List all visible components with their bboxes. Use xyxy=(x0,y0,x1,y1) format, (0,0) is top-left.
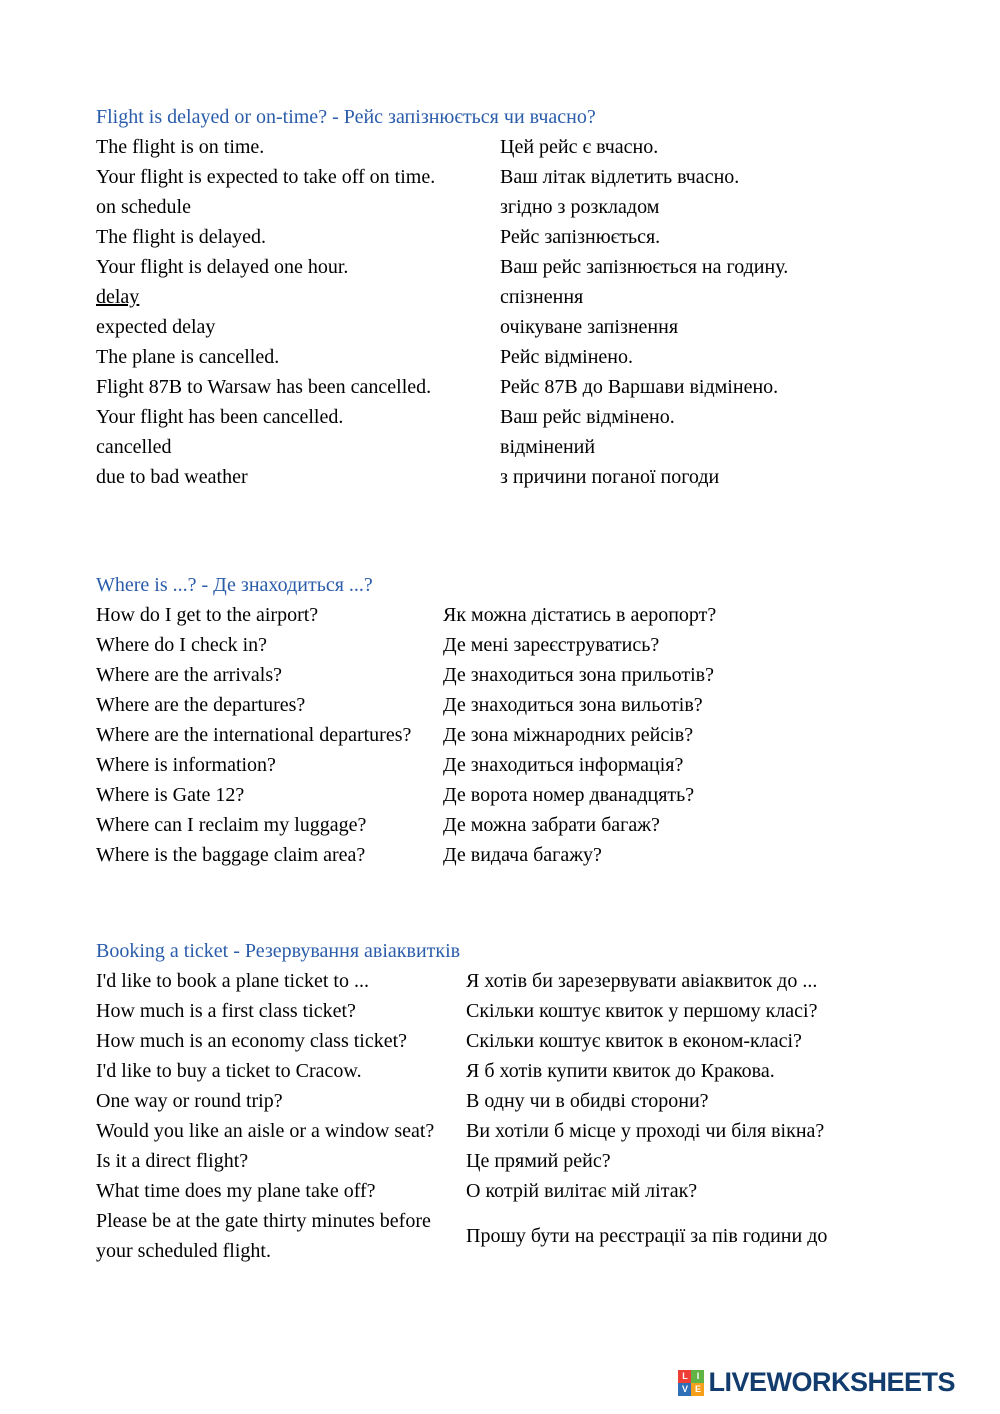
phrase-row xyxy=(96,966,960,996)
section-heading: Booking a ticket - Резервування авіаквитків xyxy=(96,940,461,962)
phrase-uk: Скільки коштує квиток у першому класі? xyxy=(466,1000,818,1022)
phrase-uk: Я б хотів купити квиток до Кракова. xyxy=(466,1060,775,1082)
phrase-row xyxy=(96,1116,960,1146)
phrase-en-underlined: delay xyxy=(96,286,140,308)
phrase-uk: Рейс відмінено. xyxy=(500,346,633,368)
phrase-row xyxy=(96,1086,960,1116)
phrase-uk: Де знаходиться інформація? xyxy=(443,754,684,776)
phrase-row xyxy=(96,1206,960,1266)
phrase-uk: Це прямий рейс? xyxy=(466,1150,611,1172)
phrase-uk: Де видача багажу? xyxy=(443,844,602,866)
phrase-row xyxy=(96,1176,960,1206)
phrase-uk: з причини поганої погоди xyxy=(500,466,720,488)
phrase-row xyxy=(96,192,960,222)
phrase-en: I'd like to buy a ticket to Cracow. xyxy=(96,1060,362,1082)
section-booking-ticket xyxy=(96,936,960,1266)
phrase-uk: Цей рейс є вчасно. xyxy=(500,136,659,158)
phrase-en: Where can I reclaim my luggage? xyxy=(96,814,367,836)
liveworksheets-logo xyxy=(678,1367,955,1398)
section-where-is xyxy=(96,570,960,870)
phrase-en: expected delay xyxy=(96,316,216,338)
phrase-en: Your flight is delayed one hour. xyxy=(96,256,349,278)
logo-square-v: V xyxy=(678,1383,691,1396)
phrase-en: due to bad weather xyxy=(96,466,248,488)
phrase-row xyxy=(96,432,960,462)
section-flight-status xyxy=(96,102,960,492)
phrase-row xyxy=(96,600,960,630)
phrase-uk: очікуване запізнення xyxy=(500,316,679,338)
phrase-uk: Де ворота номер дванадцять? xyxy=(443,784,695,806)
phrase-en: Where is the baggage claim area? xyxy=(96,844,366,866)
phrase-en: Your flight has been cancelled. xyxy=(96,406,344,428)
phrase-uk: Де можна забрати багаж? xyxy=(443,814,660,836)
phrase-en: The flight is on time. xyxy=(96,136,265,158)
phrase-row xyxy=(96,690,960,720)
phrase-en: Where are the international departures? xyxy=(96,724,412,746)
phrase-uk: Рейс 87B до Варшави відмінено. xyxy=(500,376,779,398)
logo-square-i: I xyxy=(691,1370,704,1383)
phrase-row xyxy=(96,282,960,312)
logo-square-e: E xyxy=(691,1383,704,1396)
phrase-row xyxy=(96,222,960,252)
phrase-row xyxy=(96,810,960,840)
phrase-row xyxy=(96,342,960,372)
phrase-en: Is it a direct flight? xyxy=(96,1150,249,1172)
phrase-en: The flight is delayed. xyxy=(96,226,266,248)
phrase-row xyxy=(96,1026,960,1056)
phrase-en: cancelled xyxy=(96,436,172,458)
phrase-en: I'd like to book a plane ticket to ... xyxy=(96,970,369,992)
phrase-en: Your flight is expected to take off on time. xyxy=(96,166,436,188)
phrase-en: Where is Gate 12? xyxy=(96,784,245,806)
phrase-row xyxy=(96,402,960,432)
phrase-uk: Де знаходиться зона прильотів? xyxy=(443,664,714,686)
phrase-uk: Рейс запізнюється. xyxy=(500,226,661,248)
phrase-row xyxy=(96,462,960,492)
phrase-en: Flight 87B to Warsaw has been cancelled. xyxy=(96,376,432,398)
phrase-en: One way or round trip? xyxy=(96,1090,283,1112)
phrase-en: How much is a first class ticket? xyxy=(96,1000,356,1022)
phrase-uk: Як можна дістатись в аеропорт? xyxy=(443,604,717,626)
phrase-uk: Де мені зареєструватись? xyxy=(443,634,660,656)
liveworksheets-wordmark: LIVEWORKSHEETS xyxy=(708,1367,955,1397)
phrase-uk: Скільки коштує квиток в економ-класі? xyxy=(466,1030,802,1052)
phrase-uk: В одну чи в обидві сторони? xyxy=(466,1090,709,1112)
phrase-row xyxy=(96,252,960,282)
phrase-uk: Ваш рейс відмінено. xyxy=(500,406,675,428)
phrase-uk: Ви хотіли б місце у проході чи біля вікна? xyxy=(466,1120,825,1142)
phrase-en: on schedule xyxy=(96,196,191,218)
phrase-row xyxy=(96,750,960,780)
phrase-uk: Де зона міжнародних рейсів? xyxy=(443,724,694,746)
liveworksheets-logo-icon xyxy=(678,1370,704,1396)
section-heading: Flight is delayed or on-time? - Рейс запізнюється чи вчасно? xyxy=(96,106,596,128)
phrase-row xyxy=(96,1146,960,1176)
phrase-en: What time does my plane take off? xyxy=(96,1180,376,1202)
phrase-uk: Я хотів би зарезервувати авіаквиток до ... xyxy=(466,970,818,992)
phrase-row xyxy=(96,840,960,870)
phrase-uk: Прошу бути на реєстрації за пів години до xyxy=(466,1225,828,1247)
phrase-en: Where are the departures? xyxy=(96,694,306,716)
phrase-uk: спізнення xyxy=(500,286,584,308)
phrase-en: Would you like an aisle or a window seat? xyxy=(96,1120,435,1142)
phrase-en: The plane is cancelled. xyxy=(96,346,280,368)
phrase-en: How much is an economy class ticket? xyxy=(96,1030,408,1052)
phrase-row xyxy=(96,312,960,342)
section-heading: Where is ...? - Де знаходиться ...? xyxy=(96,574,373,596)
logo-square-l: L xyxy=(678,1370,691,1383)
phrase-row xyxy=(96,996,960,1026)
phrase-uk: Ваш літак відлетить вчасно. xyxy=(500,166,740,188)
phrase-row xyxy=(96,660,960,690)
phrase-row xyxy=(96,372,960,402)
phrase-uk: відмінений xyxy=(500,436,596,458)
phrase-row xyxy=(96,720,960,750)
phrase-en: Where are the arrivals? xyxy=(96,664,282,686)
phrase-uk: Де знаходиться зона вильотів? xyxy=(443,694,703,716)
phrase-row xyxy=(96,630,960,660)
phrase-row xyxy=(96,132,960,162)
phrase-uk: згідно з розкладом xyxy=(500,196,660,218)
phrase-uk: О котрій вилітає мій літак? xyxy=(466,1180,698,1202)
phrase-row xyxy=(96,1056,960,1086)
phrase-uk: Ваш рейс запізнюється на годину. xyxy=(500,256,789,278)
phrase-en: How do I get to the airport? xyxy=(96,604,319,626)
phrase-en: Where is information? xyxy=(96,754,276,776)
phrase-row xyxy=(96,162,960,192)
phrase-en: Please be at the gate thirty minutes before your scheduled flight. xyxy=(96,1210,431,1262)
phrase-en: Where do I check in? xyxy=(96,634,268,656)
phrase-row xyxy=(96,780,960,810)
